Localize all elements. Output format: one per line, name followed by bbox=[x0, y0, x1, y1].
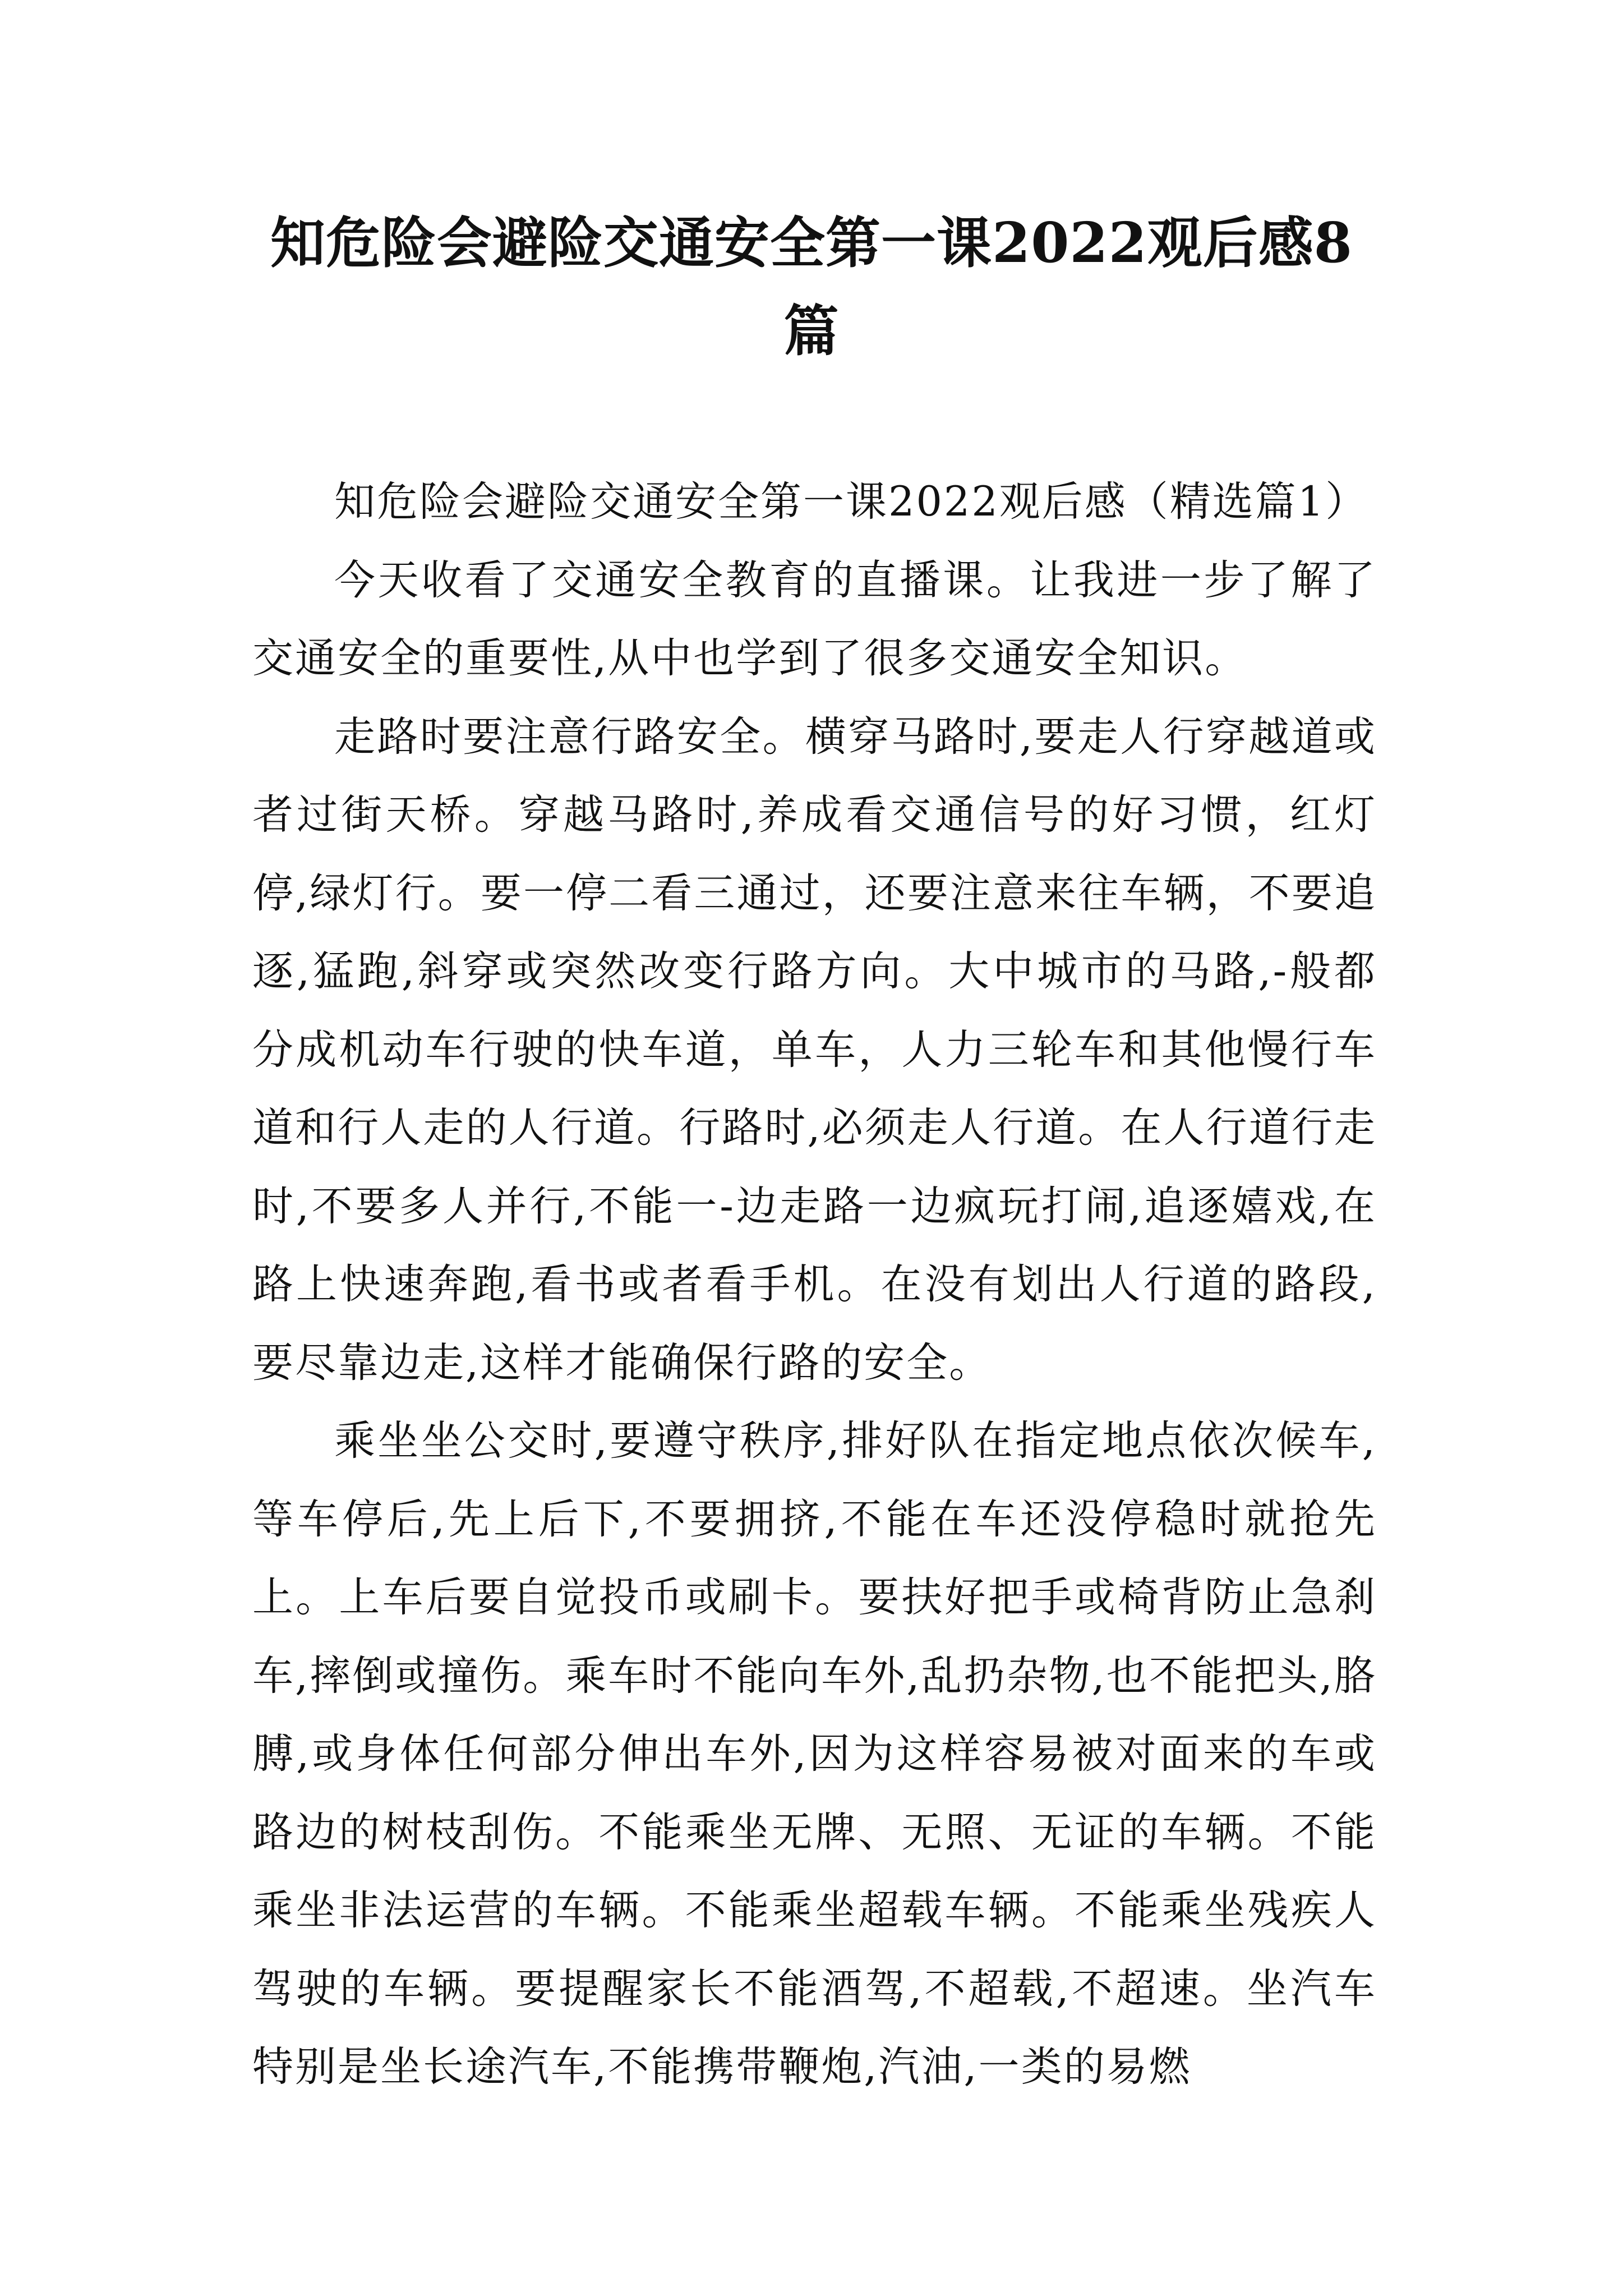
paragraph-section-heading: 知危险会避险交通安全第一课2022观后感（精选篇1） bbox=[334, 478, 1368, 526]
paragraph: 走路时要注意行路安全。横穿马路时,要走人行穿越道或者过街天桥。穿越马路时,养成看交通信号的好习惯，红灯停,绿灯行。要一停二看三通过，还要注意来往车辆，不要追逐,猛跑,斜穿或突然改变行路方向。大中城市的马路,-般都分成机动车行驶的快车道，单车，人力三轮车和其他慢行车道和行人走的人行道。行路时,必须走人行道。在人行道行走时,不要多人并行,不能一-边走路一边疯玩打闹,追逐嬉戏,在路上快速奔跑,看书或者看手机。在没有划出人行道的路段,要尽靠边走,这样才能确保行路的安全。 bbox=[252, 712, 1377, 1387]
paragraph: 乘坐坐公交时,要遵守秩序,排好队在指定地点依次候车,等车停后,先上后下,不要拥挤,不能在车还没停稳时就抢先上。上车后要自觉投币或刷卡。要扶好把手或椅背防止急刹车,摔倒或撞伤。乘车时不能向车外,乱扔杂物,也不能把头,胳膊,或身体任何部分伸出车外,因为这样容易被对面来的车或路边的树枝刮伤。不能乘坐无牌、无照、无证的车辆。不能乘坐非法运营的车辆。不能乘坐超载车辆。不能乘坐残疾人驾驶的车辆。要提醒家长不能酒驾,不超载,不超速。坐汽车特别是坐长途汽车,不能携带鞭炮,汽油,一类的易燃 bbox=[252, 1417, 1377, 2091]
paragraph: 今天收看了交通安全教育的直播课。让我进一步了解了交通安全的重要性,从中也学到了很多交通安全知识。 bbox=[252, 556, 1377, 682]
document-body bbox=[252, 463, 1377, 2106]
document-title: 知危险会避险交通安全第一课2022观后感8篇 bbox=[270, 211, 1353, 364]
